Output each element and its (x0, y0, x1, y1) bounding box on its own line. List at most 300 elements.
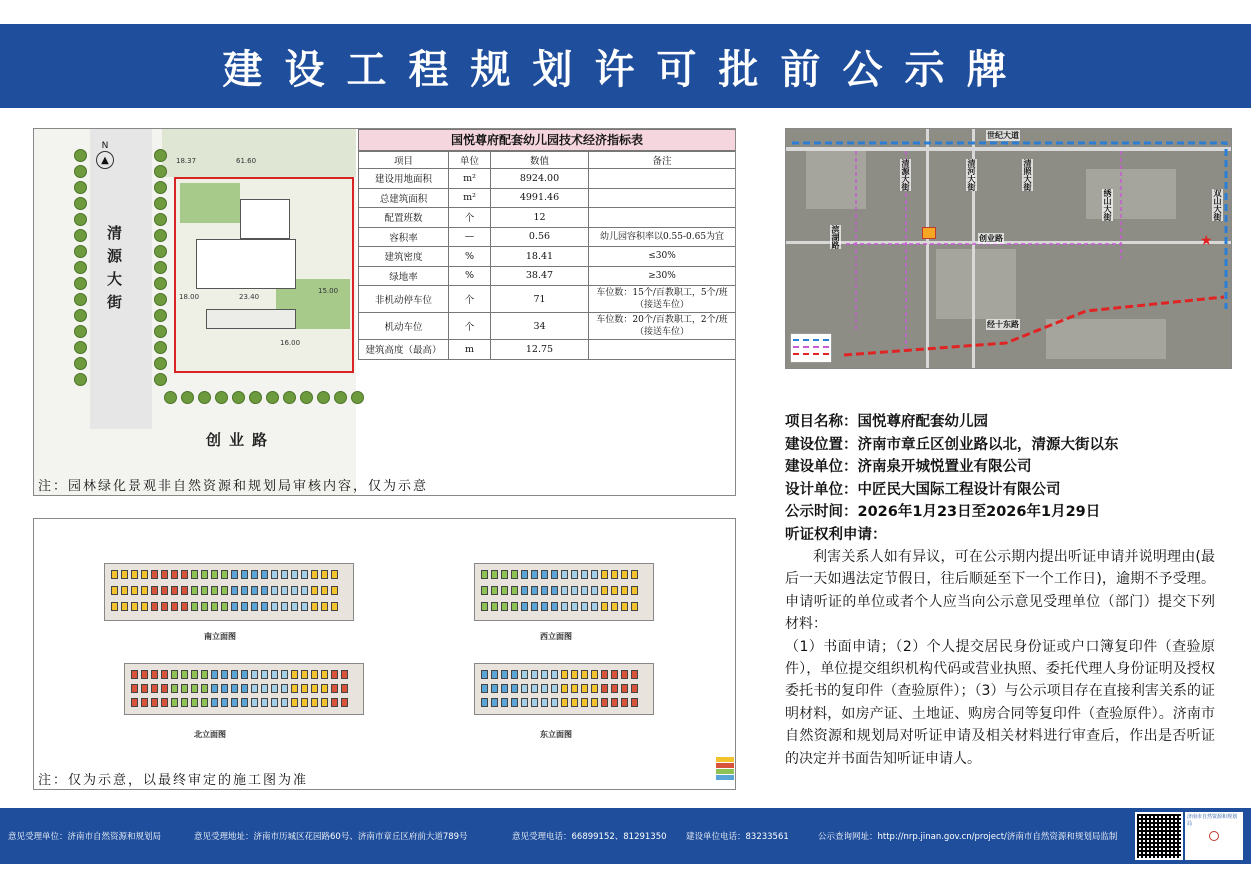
window (541, 602, 548, 611)
dimension-label: 18.00 (179, 293, 200, 301)
window (231, 698, 238, 707)
tree-icon (74, 149, 87, 162)
window (241, 670, 248, 679)
window (531, 586, 538, 595)
map-label-qingzhao: 清照大街 (1023, 159, 1032, 191)
window (621, 570, 628, 579)
tree-icon (74, 373, 87, 386)
window (511, 670, 518, 679)
project-star-icon: ★ (1200, 233, 1213, 249)
tree-icon (74, 261, 87, 274)
window (561, 586, 568, 595)
window (241, 586, 248, 595)
window (141, 570, 148, 579)
window (121, 586, 128, 595)
hearing-title: 听证权利申请： (785, 526, 887, 543)
window (201, 684, 208, 693)
window (231, 586, 238, 595)
window (551, 698, 558, 707)
kindergarten-building (196, 239, 296, 289)
window (601, 698, 608, 707)
table-cell-item: 总建筑面积 (359, 188, 449, 208)
window (261, 670, 268, 679)
window (551, 570, 558, 579)
window (231, 670, 238, 679)
tree-icon (164, 391, 177, 404)
footer-builder-phone: 建设单位电话：83233561 (686, 832, 789, 842)
window (611, 586, 618, 595)
window (561, 684, 568, 693)
window (501, 698, 508, 707)
window (341, 684, 348, 693)
header-cell: 备注 (589, 152, 736, 169)
window (131, 684, 138, 693)
window-row (481, 684, 638, 693)
tree-icon (154, 165, 167, 178)
window (601, 570, 608, 579)
window (481, 586, 488, 595)
elevation-legend (716, 757, 734, 787)
window (591, 684, 598, 693)
window (491, 570, 498, 579)
window (271, 698, 278, 707)
tree-icon (154, 245, 167, 258)
window (621, 586, 628, 595)
window (331, 602, 338, 611)
banner (0, 24, 1251, 108)
dimension-label: 18.37 (176, 157, 197, 165)
table-row (359, 247, 736, 267)
window (281, 570, 288, 579)
dimension-label: 15.00 (318, 287, 339, 295)
site-plan-drawing (34, 129, 356, 496)
tree-icon (74, 357, 87, 370)
header-cell: 单位 (449, 152, 491, 169)
window (321, 586, 328, 595)
window (301, 670, 308, 679)
window (171, 698, 178, 707)
window-row (111, 570, 338, 579)
table-header-row (359, 152, 736, 169)
building-facade (474, 663, 654, 715)
window (501, 684, 508, 693)
footer-unit: 意见受理单位：济南市自然资源和规划局 (8, 832, 162, 842)
window (561, 670, 568, 679)
map-label-qinghe: 清河大街 (967, 159, 976, 191)
hearing-paragraph: （1）书面申请；（2）个人提交居民身份证或户口簿复印件（查验原件），单位提交组织机构代码或营业执照、委托代理人身份证明及授权委托书的复印件（查验原件）；（3）与公示项目存在直接利害关系的证明材料，如房产证、土地证、购房合同等复印件（查验原件）。济南市自然资源和规划局对听证申请及相关材料进行审查后，作出是否听证的决定并书面告知听证申请人。 (785, 638, 1215, 767)
window (151, 698, 158, 707)
map-label-xiushan: 绣山大街 (1103, 189, 1112, 221)
window (601, 586, 608, 595)
window (581, 698, 588, 707)
window-row (481, 698, 638, 707)
table-cell-note: 幼儿园容积率以0.55-0.65为宜 (589, 227, 736, 247)
table-cell-value: 71 (491, 286, 589, 313)
window-row (131, 698, 348, 707)
window (221, 586, 228, 595)
window (301, 570, 308, 579)
window (181, 570, 188, 579)
window (181, 670, 188, 679)
tree-icon (74, 293, 87, 306)
window (521, 602, 528, 611)
hearing-text (785, 546, 1215, 770)
tree-icon (74, 277, 87, 290)
tree-icon (154, 277, 167, 290)
map-label-jingshi: 经十东路 (987, 320, 1019, 329)
window (211, 570, 218, 579)
window (211, 698, 218, 707)
window (151, 670, 158, 679)
window (621, 602, 628, 611)
tree-icon (154, 373, 167, 386)
footer-website[interactable]: 公示查询网址：http://nrp.jinan.gov.cn/project/济南市自然资源和规划局监制 (818, 832, 1118, 842)
tree-icon (232, 391, 245, 404)
table-cell-value: 4991.46 (491, 188, 589, 208)
elevation-note: 注：仅为示意，以最终审定的施工图为准 (38, 773, 309, 788)
window (331, 684, 338, 693)
table-row (359, 340, 736, 360)
window (161, 698, 168, 707)
tree-icon (266, 391, 279, 404)
table-cell-item: 建筑密度 (359, 247, 449, 267)
window-row (111, 602, 338, 611)
window (201, 602, 208, 611)
window (481, 602, 488, 611)
window (221, 698, 228, 707)
window (161, 670, 168, 679)
tree-icon (74, 229, 87, 242)
window (311, 684, 318, 693)
tree-icon (74, 197, 87, 210)
window (321, 570, 328, 579)
window (581, 670, 588, 679)
window (571, 684, 578, 693)
window (501, 670, 508, 679)
window (311, 670, 318, 679)
table-cell-unit: % (449, 266, 491, 286)
table-row (359, 169, 736, 189)
window (241, 698, 248, 707)
window (261, 570, 268, 579)
window (481, 670, 488, 679)
table-cell-unit: % (449, 247, 491, 267)
banner-title: 建设工程规划许可批前公示牌 (222, 46, 1029, 93)
window (521, 570, 528, 579)
window (251, 570, 258, 579)
info-builder: 建设单位：济南泉开城悦置业有限公司 (785, 459, 1032, 475)
table-cell-item: 容积率 (359, 227, 449, 247)
window (571, 670, 578, 679)
window (591, 570, 598, 579)
window (501, 602, 508, 611)
window (581, 684, 588, 693)
window (141, 586, 148, 595)
tree-icon (154, 229, 167, 242)
window (571, 698, 578, 707)
window (501, 570, 508, 579)
info-location: 建设位置：济南市章丘区创业路以北，清源大街以东 (785, 436, 1119, 453)
tree-icon (300, 391, 313, 404)
footer (0, 808, 1251, 864)
footer-phone: 意见受理电话：66899152、81291350 (512, 832, 667, 842)
window-row (481, 670, 638, 679)
window (281, 698, 288, 707)
window (581, 586, 588, 595)
dimension-label: 16.00 (280, 339, 301, 347)
window (291, 684, 298, 693)
map-legend (790, 333, 832, 363)
window (611, 670, 618, 679)
tree-icon (181, 391, 194, 404)
window (511, 570, 518, 579)
window (201, 698, 208, 707)
tree-icon (154, 213, 167, 226)
table-row (359, 266, 736, 286)
window (151, 602, 158, 611)
window (521, 586, 528, 595)
location-map (785, 128, 1232, 369)
window (321, 698, 328, 707)
window (531, 570, 538, 579)
window (631, 602, 638, 611)
window (271, 670, 278, 679)
map-label-shuangshan: 双山大街 (1213, 189, 1222, 221)
window (171, 586, 178, 595)
road-label-chuangye: 创业路 (206, 431, 276, 449)
table-cell-value: 12 (491, 208, 589, 228)
window (591, 602, 598, 611)
info-period: 公示时间：2026年1月23日至2026年1月29日 (785, 504, 1101, 520)
window (631, 570, 638, 579)
table-cell-value: 8924.00 (491, 169, 589, 189)
window (181, 684, 188, 693)
dimension-label: 61.60 (236, 157, 257, 165)
tree-icon (154, 309, 167, 322)
legend-line (793, 335, 829, 341)
seal-text: 济南市自然资源和规划局 (1187, 814, 1238, 827)
window (221, 570, 228, 579)
window (221, 602, 228, 611)
window-row (111, 586, 338, 595)
tree-icon (74, 181, 87, 194)
window (511, 586, 518, 595)
window-row (481, 586, 638, 595)
tree-icon (74, 341, 87, 354)
tree-icon (334, 391, 347, 404)
window (331, 570, 338, 579)
window (331, 586, 338, 595)
tree-icon (154, 197, 167, 210)
table-cell-note: ≥30% (589, 266, 736, 286)
window (321, 670, 328, 679)
table-row (359, 227, 736, 247)
window (621, 698, 628, 707)
window (311, 698, 318, 707)
window (201, 586, 208, 595)
window (311, 586, 318, 595)
window (271, 684, 278, 693)
window (611, 698, 618, 707)
window (271, 602, 278, 611)
window (241, 602, 248, 611)
table-cell-unit: — (449, 227, 491, 247)
window (191, 670, 198, 679)
tree-icon (198, 391, 211, 404)
window (211, 586, 218, 595)
window (571, 586, 578, 595)
table-cell-value: 34 (491, 313, 589, 340)
tree-icon (154, 325, 167, 338)
window (161, 602, 168, 611)
window (191, 684, 198, 693)
window (571, 570, 578, 579)
tree-icon (154, 181, 167, 194)
window (271, 586, 278, 595)
window (171, 670, 178, 679)
tree-icon (154, 341, 167, 354)
legend-swatch (716, 775, 734, 780)
window (541, 670, 548, 679)
window (261, 684, 268, 693)
table-cell-item: 非机动停车位 (359, 286, 449, 313)
window (341, 670, 348, 679)
legend-line (793, 342, 829, 348)
tree-icon (74, 245, 87, 258)
elevation-panel (33, 518, 736, 790)
window (131, 602, 138, 611)
window (491, 602, 498, 611)
window (561, 602, 568, 611)
table-cell-item: 建筑高度（最高） (359, 340, 449, 360)
caption-south: 南立面图 (204, 632, 236, 641)
window (541, 698, 548, 707)
table-cell-note (589, 188, 736, 208)
window (321, 684, 328, 693)
table-row (359, 313, 736, 340)
window (521, 698, 528, 707)
legend-swatch (716, 763, 734, 768)
window (141, 698, 148, 707)
window (301, 698, 308, 707)
window (541, 586, 548, 595)
tree-icon (154, 293, 167, 306)
window (281, 670, 288, 679)
window (551, 586, 558, 595)
index-table-title: 国悦尊府配套幼儿园技术经济指标表 (358, 129, 736, 151)
table-row (359, 188, 736, 208)
window (221, 670, 228, 679)
window (611, 570, 618, 579)
hearing-paragraph: 利害关系人如有异议，可在公示期内提出听证申请并说明理由(最后一天如遇法定节假日，往后顺延至下一个工作日)，逾期不予受理。申请听证的单位或者个人应当向公示意见受理单位（部门）提交下列材料： (785, 549, 1215, 633)
window (231, 602, 238, 611)
window-row (131, 684, 348, 693)
tree-icon (74, 325, 87, 338)
window (191, 602, 198, 611)
window (591, 698, 598, 707)
window (491, 670, 498, 679)
window (581, 602, 588, 611)
header-cell: 数值 (491, 152, 589, 169)
window (511, 698, 518, 707)
window (621, 684, 628, 693)
window (271, 570, 278, 579)
window (321, 602, 328, 611)
caption-west: 西立面图 (540, 632, 572, 641)
table-cell-value: 38.47 (491, 266, 589, 286)
window (601, 602, 608, 611)
window (151, 684, 158, 693)
north-lawn (162, 129, 356, 177)
map-label-chuangye: 创业路 (979, 234, 1003, 243)
window (551, 684, 558, 693)
window (281, 586, 288, 595)
table-cell-value: 0.56 (491, 227, 589, 247)
window (481, 570, 488, 579)
table-cell-unit: 个 (449, 286, 491, 313)
window (311, 602, 318, 611)
table-cell-note (589, 208, 736, 228)
site-boundary (174, 177, 354, 373)
table-cell-note: 车位数：20个/百教职工，2个/班（接送车位） (589, 313, 736, 340)
window (131, 586, 138, 595)
table-cell-note (589, 169, 736, 189)
window (251, 586, 258, 595)
caption-east: 东立面图 (540, 730, 572, 739)
window (251, 698, 258, 707)
table-cell-item: 机动车位 (359, 313, 449, 340)
parking-strip (206, 309, 296, 329)
window (291, 670, 298, 679)
legend-swatch (716, 769, 734, 774)
window (531, 698, 538, 707)
window (601, 670, 608, 679)
tree-icon (154, 261, 167, 274)
window (241, 684, 248, 693)
tree-icon (74, 309, 87, 322)
window (551, 602, 558, 611)
tree-icon (283, 391, 296, 404)
map-label-binhu: 滨湖路 (831, 225, 840, 249)
window (161, 570, 168, 579)
window (341, 698, 348, 707)
window (581, 570, 588, 579)
map-label-shiji: 世纪大道 (987, 131, 1019, 140)
window (141, 670, 148, 679)
north-letter: N (101, 141, 109, 151)
window (141, 602, 148, 611)
window (331, 698, 338, 707)
table-cell-unit: m² (449, 169, 491, 189)
window (211, 602, 218, 611)
table-row (359, 208, 736, 228)
tree-icon (154, 149, 167, 162)
header-cell: 项目 (359, 152, 449, 169)
window (541, 570, 548, 579)
window (251, 602, 258, 611)
window (131, 570, 138, 579)
table-row (359, 286, 736, 313)
compass-icon: ▲ (96, 151, 114, 169)
window (481, 698, 488, 707)
building-facade (474, 563, 654, 621)
project-info (785, 411, 1225, 546)
window (531, 684, 538, 693)
window (331, 670, 338, 679)
tree-icon (74, 165, 87, 178)
table-cell-item: 配置班数 (359, 208, 449, 228)
building-facade (124, 663, 364, 715)
